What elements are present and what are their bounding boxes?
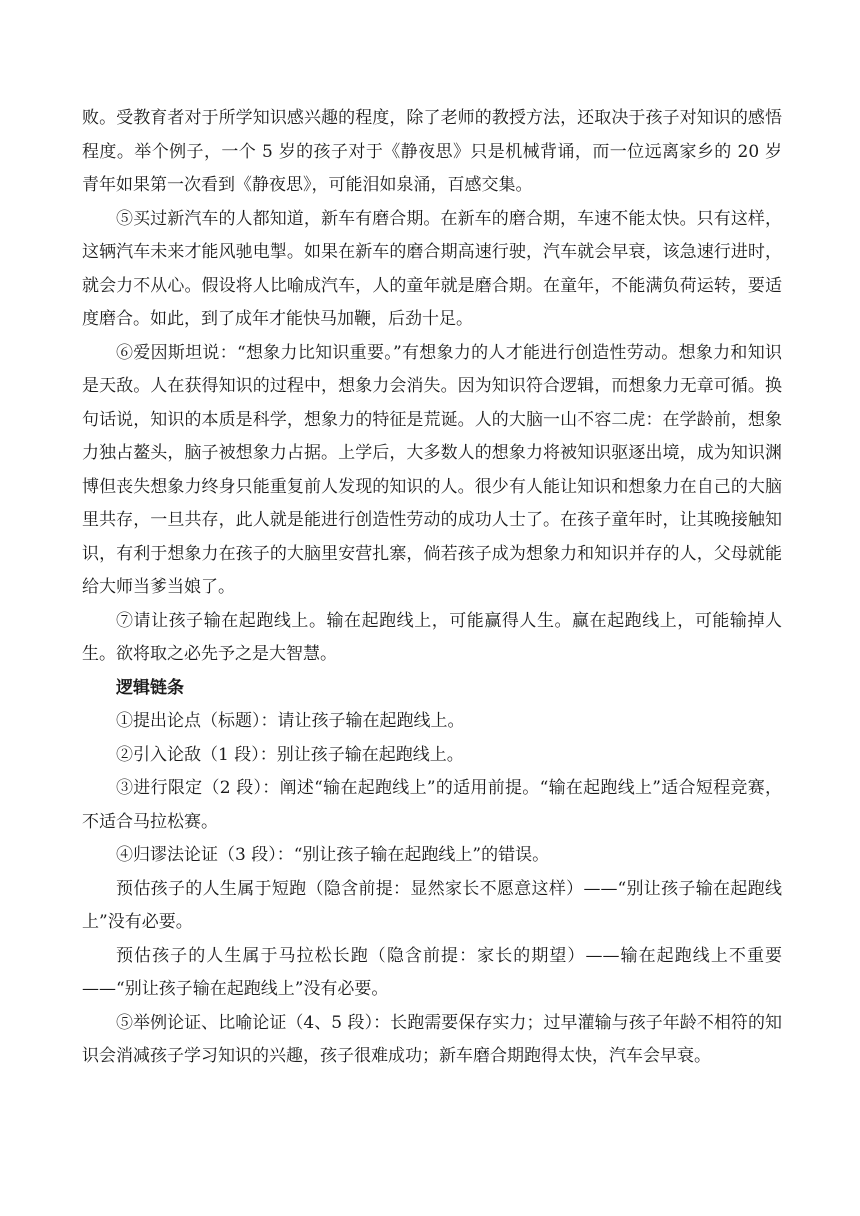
paragraph-4-continuation: 败。受教育者对于所学知识感兴趣的程度，除了老师的教授方法，还取决于孩子对知识的感悟程度。举个例子，一个 5 岁的孩子对于《静夜思》只是机械背诵，而一位远离家乡的 20 岁青年如果第一次看到《静夜思》，可能泪如泉涌，百感交集。 — [82, 108, 782, 195]
paragraph-7: ⑦请让孩子输在起跑线上。输在起跑线上，可能赢得人生。赢在起跑线上，可能输掉人生。欲将取之必先予之是大智慧。 — [82, 610, 782, 664]
logic-chain-heading: 逻辑链条 — [116, 677, 184, 698]
logic-chain-item: ②引入论敌（1 段）：别让孩子输在起跑线上。 — [116, 744, 464, 765]
logic-chain-item: ③进行限定（2 段）：阐述“输在起跑线上”的适用前提。“输在起跑线上”适合短程竞赛，不适合马拉松赛。 — [82, 778, 782, 832]
logic-chain-item: ①提出论点（标题）：请让孩子输在起跑线上。 — [116, 711, 465, 731]
logic-chain-item: ④归谬法论证（3 段）：“别让孩子输在起跑线上”的错误。 — [116, 845, 550, 865]
logic-chain-item: 预估孩子的人生属于马拉松长跑（隐含前提：家长的期望）——输在起跑线上不重要——“别让孩子输在起跑线上”没有必要。 — [82, 945, 782, 999]
paragraph-6: ⑥爱因斯坦说：“想象力比知识重要。”有想象力的人才能进行创造性劳动。想象力和知识是天敌。人在获得知识的过程中，想象力会消失。因为知识符合逻辑，而想象力无章可循。换句话说，知识的本质是科学，想象力的特征是荒诞。人的大脑一山不容二虎：在学龄前，想象力独占鳌头，脑子被想象力占据。上学后，大多数人的想象力将被知识驱逐出境，成为知识渊博但丧失想象力终身只能重复前人发现的知识的人。很少有人能让知识和想象力在自己的大脑里共存，一旦共存，此人就是能进行创造性劳动的成功人士了。在孩子童年时，让其晚接触知识，有利于想象力在孩子的大脑里安营扎寨，倘若孩子成为想象力和知识并存的人，父母就能给大师当爹当娘了。 — [82, 342, 782, 597]
paragraph-5: ⑤买过新汽车的人都知道，新车有磨合期。在新车的磨合期，车速不能太快。只有这样，这辆汽车未来才能风驰电掣。如果在新车的磨合期高速行驶，汽车就会早衰，该急速行进时，就会力不从心。假设将人比喻成汽车，人的童年就是磨合期。在童年，不能满负荷运转，要适度磨合。如此，到了成年才能快马加鞭，后劲十足。 — [82, 208, 782, 329]
logic-chain-item: ⑤举例论证、比喻论证（4、5 段）：长跑需要保存实力；过早灌输与孩子年龄不相符的知识会消减孩子学习知识的兴趣，孩子很难成功；新车磨合期跑得太快，汽车会早衰。 — [82, 1012, 782, 1066]
logic-chain-item: 预估孩子的人生属于短跑（隐含前提：显然家长不愿意这样）——“别让孩子输在起跑线上”没有必要。 — [82, 878, 782, 932]
